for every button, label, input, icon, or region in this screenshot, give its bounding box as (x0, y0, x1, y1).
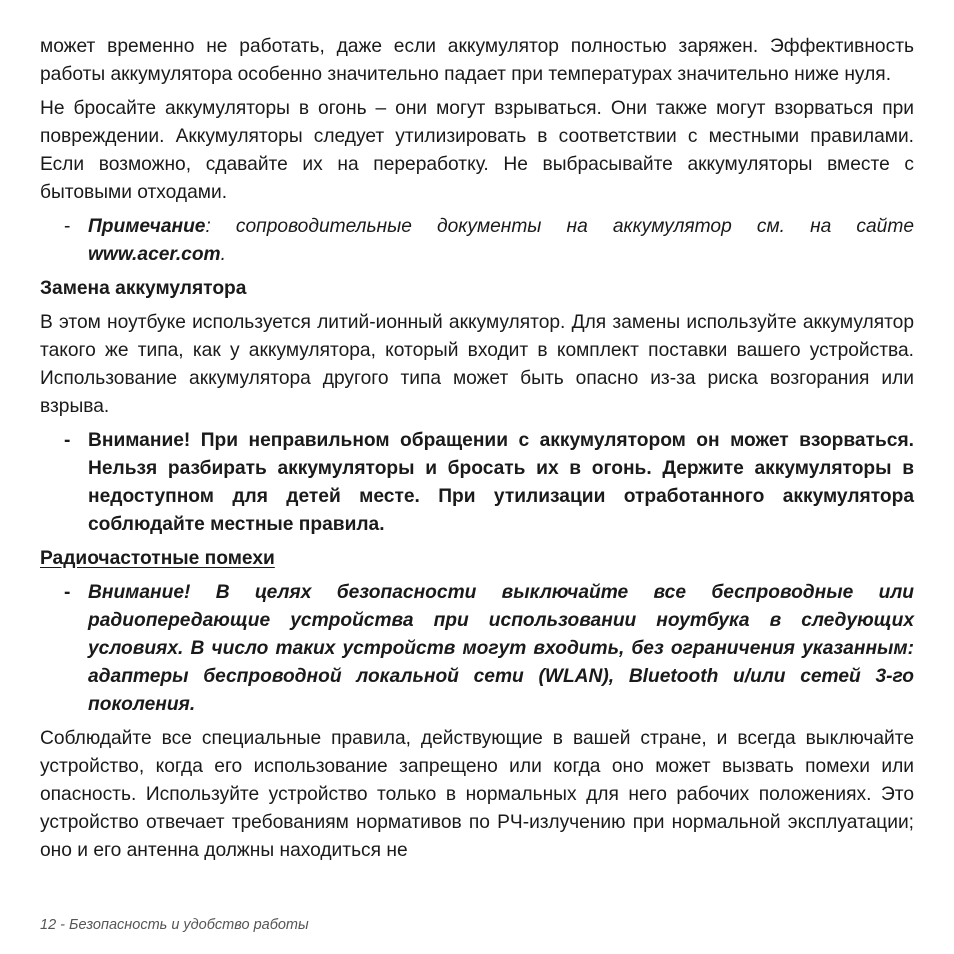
warning-radio-item (40, 579, 914, 719)
acer-link[interactable]: www.acer.com (88, 244, 221, 265)
paragraph-battery-type: В этом ноутбуке используется литий-ионный аккумулятор. Для замены используйте аккумулятор такого же типа, как у аккумулятора, который входит в комплект поставки вашего устройства. Использование аккумулятора другого типа может быть опасно из-за риска возгорания или взрыва. (40, 312, 914, 417)
warning-battery-text: Внимание! При неправильном обращении с аккумулятором он может взорваться. Нельзя разбирать аккумуляторы и бросать их в огонь. Держите аккумуляторы в недоступном для детей месте. При утилизации отработанного аккумулятора соблюдайте местные правила. (88, 430, 914, 535)
note-item (40, 213, 914, 269)
heading-battery-replacement: Замена аккумулятора (40, 278, 247, 299)
note-end: . (220, 244, 226, 265)
heading-radio-interference (40, 545, 914, 573)
note-body: : сопроводительные документы на аккумулятор см. на сайте (205, 216, 914, 237)
warning-battery-item (40, 427, 914, 539)
document-page (40, 33, 914, 871)
list-dash: - (64, 430, 71, 451)
paragraph-device-regulations: Соблюдайте все специальные правила, действующие в вашей стране, и всегда выключайте устройство, когда его использование запрещено или когда оно может вызвать помехи или опасность. Используйте устройство только в нормальных для него рабочих положениях. Это устройство отвечает требованиям нормативов по РЧ-излучению при нормальной эксплуатации; оно и его антенна должны находиться не (40, 728, 914, 861)
list-dash: - (64, 582, 71, 603)
heading-radio-interference-text: Радиочастотные помехи (40, 548, 275, 569)
note-label: Примечание (88, 216, 206, 237)
paragraph-battery-disposal: Не бросайте аккумуляторы в огонь – они могут взрываться. Они также могут взорваться при повреждении. Аккумуляторы следует утилизировать в соответствии с местными правилами. Если возможно, сдавайте их на переработку. Не выбрасывайте аккумуляторы вместе с бытовыми отходами. (40, 98, 914, 203)
list-dash: - (64, 216, 71, 237)
page-footer: 12 - Безопасность и удобство работы (40, 917, 309, 933)
warning-radio-text: Внимание! В целях безопасности выключайте все беспроводные или радиопередающие устройства при использовании ноутбука в следующих условиях. В число таких устройств могут входить, без ограничения указанным: адаптеры беспроводной локальной сети (WLAN), Bluetooth и/или сетей 3-го поколения. (88, 582, 914, 715)
note-text (88, 213, 914, 269)
paragraph-battery-temperature: может временно не работать, даже если аккумулятор полностью заряжен. Эффективность работы аккумулятора особенно значительно падает при температурах значительно ниже нуля. (40, 36, 914, 85)
